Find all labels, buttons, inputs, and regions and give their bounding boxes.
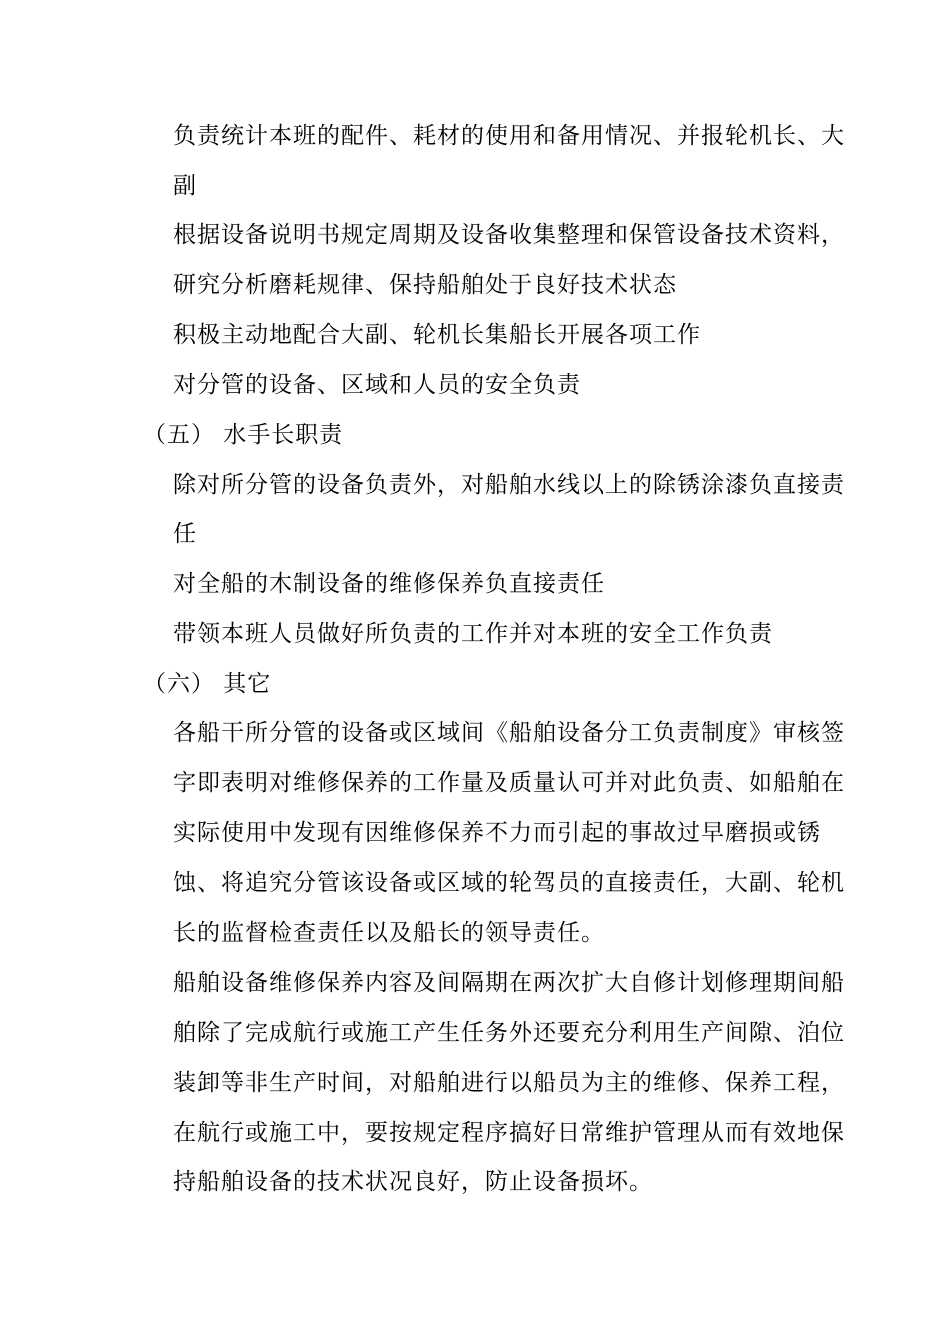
paragraph-line: 对分管的设备、区域和人员的安全负责 xyxy=(173,372,581,398)
paragraph-line: 持船舶设备的技术状况良好，防止设备损坏。 xyxy=(173,1169,653,1195)
paragraph-line: 舶除了完成航行或施工产生任务外还要充分利用生产间隙、泊位 xyxy=(173,1020,845,1046)
section-heading: （六） 其它 xyxy=(143,671,272,697)
paragraph-line: 积极主动地配合大副、轮机长集船长开展各项工作 xyxy=(173,322,701,348)
paragraph-line: 在航行或施工中，要按规定程序搞好日常维护管理从而有效地保 xyxy=(173,1120,845,1146)
paragraph-line: 实际使用中发现有因维修保养不力而引起的事故过早磨损或锈 xyxy=(173,820,821,846)
paragraph-line: 带领本班人员做好所负责的工作并对本班的安全工作负责 xyxy=(173,621,773,647)
paragraph-line: 负责统计本班的配件、耗材的使用和备用情况、并报轮机长、大 xyxy=(173,123,845,149)
paragraph-line: 各船干所分管的设备或区域间《船舶设备分工负责制度》审核签 xyxy=(173,720,845,746)
paragraph-line: 研究分析磨耗规律、保持船舶处于良好技术状态 xyxy=(173,272,677,298)
paragraph-line: 除对所分管的设备负责外，对船舶水线以上的除锈涂漆负直接责 xyxy=(173,472,845,498)
paragraph-line: 任 xyxy=(173,521,197,547)
paragraph-line: 副 xyxy=(173,173,197,199)
paragraph-line: 装卸等非生产时间，对船舶进行以船员为主的维修、保养工程， xyxy=(173,1070,845,1096)
paragraph-line: 长的监督检查责任以及船长的领导责任。 xyxy=(173,920,605,946)
paragraph-line: 蚀、将追究分管该设备或区域的轮驾员的直接责任，大副、轮机 xyxy=(173,870,845,896)
paragraph-line: 根据设备说明书规定周期及设备收集整理和保管设备技术资料， xyxy=(173,222,845,248)
paragraph-line: 字即表明对维修保养的工作量及质量认可并对此负责、如船舶在 xyxy=(173,770,845,796)
section-heading: （五） 水手长职责 xyxy=(143,422,344,448)
paragraph-line: 船舶设备维修保养内容及间隔期在两次扩大自修计划修理期间船 xyxy=(173,970,845,996)
paragraph-line: 对全船的木制设备的维修保养负直接责任 xyxy=(173,571,605,597)
